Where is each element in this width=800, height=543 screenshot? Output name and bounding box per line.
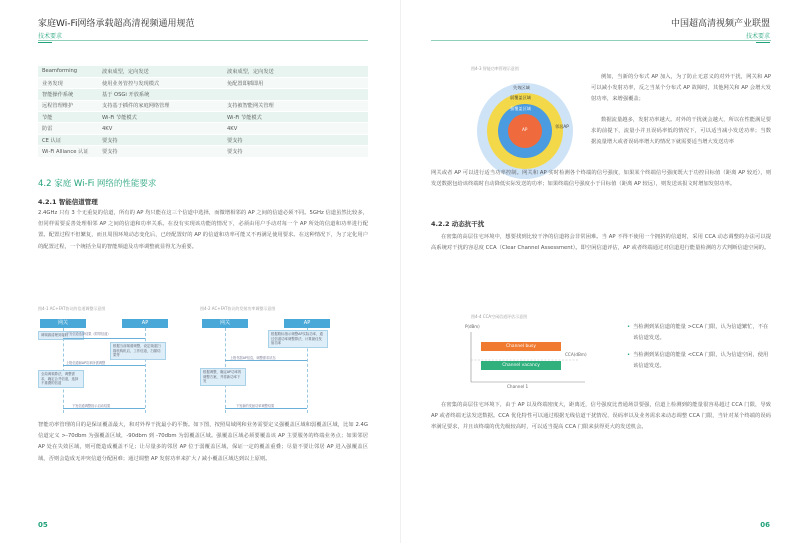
paragraph-power-management: 智能功率管理的目的是保证覆盖最大，和对外界干扰最小的平衡。如下图，按照局域网和业务需要定义强覆盖区域和弱覆盖区域，比如 2.4G 信道定义 >-70dbm 为强覆盖区域，-90dbm 到 -70dbm 为弱覆盖区域。强覆盖区域必须要覆盖该 AP 主要服务的终端业务点；如果邻居 AP 处在失效区域，则可能造成覆盖不足；让尽量多的邻居 AP 位于弱覆盖区域，保证一定的覆盖重叠；尽量不要让邻居 AP 进入强覆盖区域，否则会造成无冲突信道分配困难；通过调整 AP 发射功率来扩大 / 减小覆盖区域达到以上原则。	[38, 422, 368, 462]
y-axis-label: P(dBm)	[465, 324, 480, 329]
seq1-step-3: 全局调频算法，调整需求，确定合并信道，选择不重叠的信道	[38, 370, 84, 388]
seq2-step-2: 根据调整，确定AP功率的调整方案，并将新功率下发	[200, 368, 246, 386]
paragraph-cca-optimization: 在密集的高层住宅环境下，由于 AP 以及终端密度大，距离近，信号强度比普通场景要强，信道上检测到的能量很容易超过 CCA 门限，导致 AP 或者终端无法发送数据。CCA 优化特性可以通过根据无线信道干扰情况、误码率以及业务需求来动态调整 CCA 门限，当针对某个终端的误码率满足要求，并且该终端的优先级较高时，可以适当提高 CCA 门限来获得更大的发送机会。	[431, 402, 771, 431]
table-cell: 远程管理维护	[38, 100, 98, 111]
bullet-vacancy: • 当检测到某信道的能量 <CCA 门限，认为信道空闲，使用该信道发送。	[633, 350, 771, 372]
channel-vacancy-label: Channel vacancy	[502, 363, 540, 368]
table-cell: 支持被智能网关管理	[223, 100, 368, 111]
table-cell: 业务发现	[38, 77, 98, 88]
table-cell: 支持基于插件的家庭网络管理	[98, 100, 223, 111]
table-cell: 波束成型，定向发送	[223, 66, 368, 77]
table-row	[38, 134, 368, 145]
cca-threshold-label: CCA(dBm)	[565, 352, 587, 357]
table-row	[38, 146, 368, 157]
gateway-node: 网关	[40, 319, 86, 328]
paragraph-side-1: 例如，当新的分布式 AP 加入，为了防止无意义的对外干扰，网关和 AP 可以减小发射功率，反之当某个分布式 AP 故障时，其他网关和 AP 会增大发射功率，来增强覆盖；	[591, 74, 771, 103]
table-cell: Wi-Fi 节能模式	[223, 112, 368, 123]
table-row	[38, 89, 368, 100]
table-row	[38, 66, 368, 77]
ap-label: AP	[522, 127, 528, 132]
feature-table	[38, 66, 368, 158]
ap-node: AP	[122, 319, 168, 328]
seq1-arrow-label-3: 下发信道调整指示启动结果	[72, 404, 111, 408]
paragraph-dynamic-interference: 在密集的高层住宅环境中，想要找到比较干净的信道将会非常困难。当 AP 不得不使用一个拥挤的信道时，采用 CCA 动态调整的办法可以提高系统对干扰的容忍度 CCA（Clear Channel Assessment）。即空闲信道评估，AP 或者终端通过对信道进行能量检测的方式判断信道空闲的。	[431, 234, 771, 252]
table-cell: 防雷	[38, 123, 98, 134]
gateway-node-2: 网关	[202, 319, 248, 328]
cca-chart-svg	[467, 330, 587, 390]
right-page-number: 06	[760, 521, 770, 529]
paragraph-power-control: 网关或者 AP 可以进行适当功率控制。网关和 AP 实时检测各个终端的信号强度，如果某个终端信号强度既大于功控目标值（距离 AP 较近），则发送数据包给该终端时自动降低实际发送的功率；如果终端信号强度小于目标值（距离 AP 较远），则发送该报文时增加发射功率。	[431, 170, 771, 188]
right-header-rule	[431, 40, 771, 41]
right-header-subtitle: 技术要求	[746, 31, 770, 43]
subsection-heading-4-2-1: 4.2.1 智能信道管理	[38, 198, 98, 206]
channel-adjust-sequence-diagram	[38, 313, 170, 413]
table-cell: 要支持	[98, 146, 223, 157]
seq2-arrow-label-1: 上报邻居AP信息，调整需求状态	[230, 356, 276, 360]
table-row	[38, 123, 368, 134]
table-cell: CE 认证	[38, 134, 98, 145]
seq1-arrow-label-2: 上报信道和AP功率所需调整	[66, 361, 106, 365]
table-cell: 要支持	[223, 134, 368, 145]
table-cell	[223, 89, 368, 100]
power-adjust-sequence-diagram	[200, 313, 332, 413]
channel-busy-label: Channel busy	[506, 344, 536, 349]
figure-caption-4-2: 图4-2 AC+FAT协议的发射功率调整示意图	[200, 306, 276, 311]
table-cell: 要支持	[98, 134, 223, 145]
seq1-step-1: 调频源清理到接收	[38, 331, 84, 340]
seq1-arrow-label-1: 下发信道选择结果（附带信道）	[66, 332, 111, 336]
figure-caption-4-1: 图4-1 AC+FAT协议的信道调整示意图	[38, 306, 106, 311]
table-cell: 智能操作系统	[38, 89, 98, 100]
left-header-subtitle: 技术要求	[38, 31, 62, 43]
ap-node-2: AP	[284, 319, 330, 328]
left-header-rule	[38, 40, 368, 41]
paragraph-channel-management: 2.4GHz 只有 3 个无重复的信道，所有的 AP 均只能在这三个信道中选择，而微增相邻的 AP 之间的信道必须不同。5GHz 信道虽然比较多，但同样需要妥善处理相邻 AP 之间的信道和功率关系。在没有实现该功能的情况下，必须由用户手动对每一个 AP 所处的信道和功率进行配置。配置过程不但繁复，而且周围环境动态变化后，已经配置好的 AP 的信道和功率可能又不再满足使用要求。在这种情况下，为了定化用户的配置过程，一个统括全局的智能频道及功率调整就显得尤为重要。	[38, 210, 368, 250]
cca-chart	[465, 324, 587, 390]
table-cell: 波束成型，定向发送	[98, 66, 223, 77]
x-axis-label: Channel 1	[507, 384, 529, 389]
seq2-arrow-label-2: 下发新的发射功率调整结果	[236, 404, 275, 408]
table-cell: 4KV	[223, 123, 368, 134]
seq1-step-2: 根据当前频谱调整，设定频道扫描机构机启，工作信道，扫描结果等	[110, 342, 166, 360]
strong-zone-label: 强覆盖区域	[510, 106, 531, 111]
table-cell: Beamforming	[38, 66, 98, 77]
bullet-busy: • 当检测到某信道的能量 >CCA 门限，认为信道繁忙，不在该信道发送。	[633, 322, 771, 344]
seq2-step-1: 根据路标指示调整AP实际功率，通过信道功率调整算法，计算最佳发射功率	[268, 330, 328, 348]
table-cell: 基于 OSGi 开放系统	[98, 89, 223, 100]
table-row	[38, 112, 368, 123]
section-heading-4-2: 4.2 家庭 Wi-Fi 网络的性能要求	[38, 179, 157, 189]
invalid-zone-label: 失效区域	[513, 85, 530, 90]
left-header-title: 家庭Wi-Fi网络承载超高清视频通用规范	[38, 19, 195, 29]
figure-caption-4-3: 图4-3 智能功率管理示意图	[471, 66, 519, 71]
table-cell: Wi-Fi 节能模式	[98, 112, 223, 123]
table-cell: 要支持	[223, 146, 368, 157]
table-row	[38, 77, 368, 88]
left-page-number: 05	[38, 521, 48, 529]
coverage-rings-diagram	[477, 83, 573, 179]
weak-zone-label: 弱覆盖区域	[510, 95, 531, 100]
table-row	[38, 100, 368, 111]
table-cell: Wi-Fi Alliance 认证	[38, 146, 98, 157]
table-cell: 免配置即插即用	[223, 77, 368, 88]
right-page	[400, 0, 800, 543]
subsection-heading-4-2-2: 4.2.2 动态抗干扰	[431, 220, 485, 228]
paragraph-side-2: 数据流量越多，发射功率越大。对外的干扰就会越大，所以在性能满足要求的前提下，流量小并且误码率低的情况下，可以适当减小发送功率；当数据流量增大或者误码率增大的情况下就需要适当增大发送功率	[591, 117, 771, 146]
neighbor-ap-label: 邻居AP	[555, 124, 569, 129]
right-header-title: 中国超高清视频产业联盟	[670, 19, 770, 29]
table-cell: 节能	[38, 112, 98, 123]
figure-caption-4-4: 图4-4 CCA空闲信道评估示意图	[471, 314, 528, 319]
table-cell: 4KV	[98, 123, 223, 134]
table-cell: 使用业务管控与发现模式	[98, 77, 223, 88]
